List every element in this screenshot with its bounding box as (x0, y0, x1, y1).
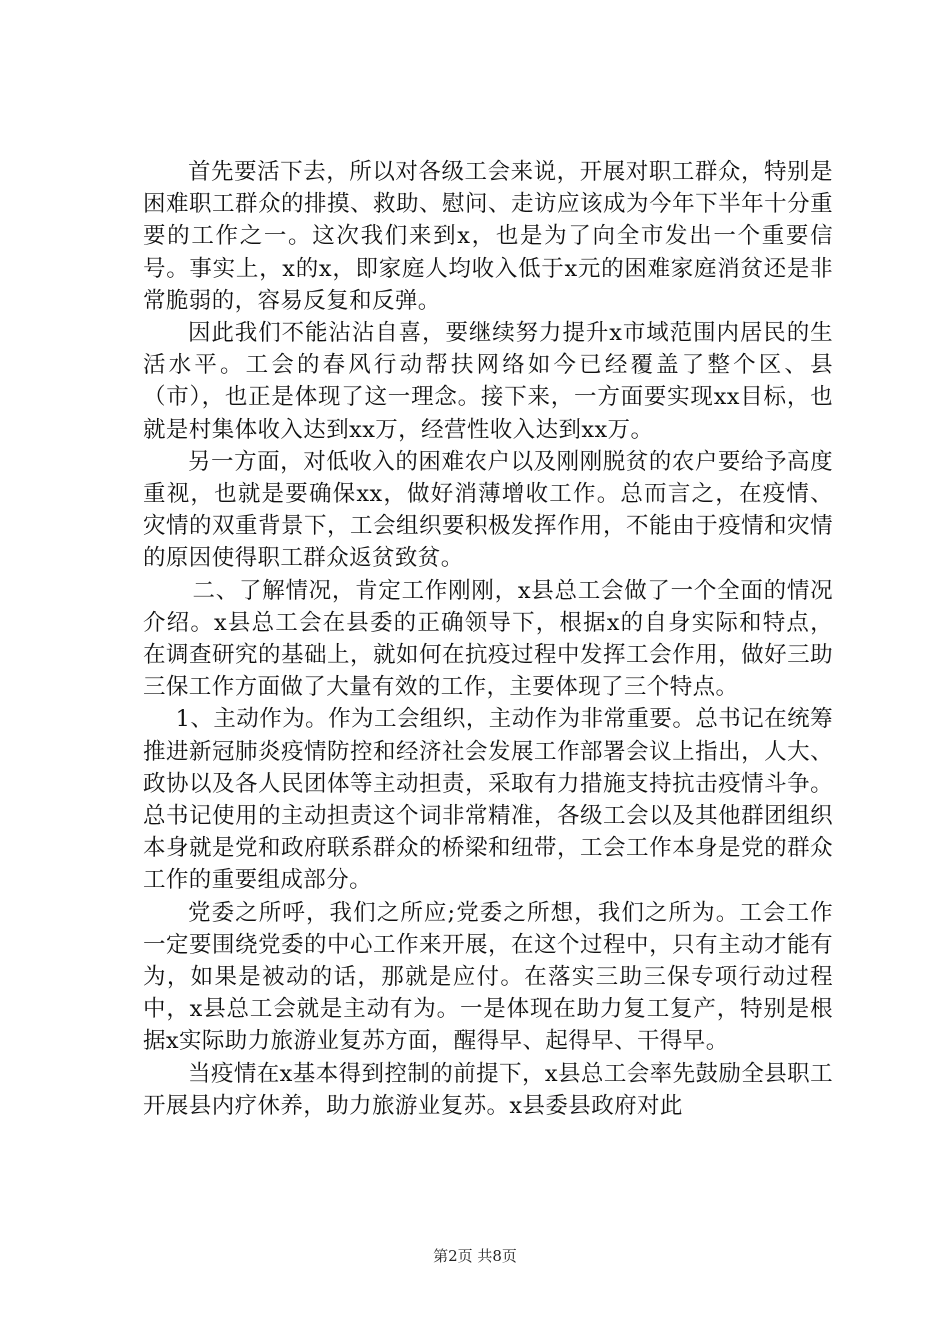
page-footer (0, 1246, 950, 1266)
paragraph-1: 首先要活下去，所以对各级工会来说，开展对职工群众，特别是困难职工群众的排摸、救助、慰问、走访应该成为今年下半年十分重要的工作之一。这次我们来到x，也是为了向全市发出一个重要信号。事实上，x的x，即家庭人均收入低于x元的困难家庭消贫还是非常脆弱的，容易反复和反弹。 (143, 159, 833, 314)
paragraph-7: 当疫情在x基本得到控制的前提下，x县总工会率先鼓励全县职工开展县内疗休养，助力旅游业复苏。x县委县政府对此 (143, 1060, 833, 1119)
paragraph-3: 另一方面，对低收入的困难农户以及刚刚脱贫的农户要给予高度重视，也就是要确保xx，做好消薄增收工作。总而言之，在疫情、灾情的双重背景下，工会组织要积极发挥作用，不能由于疫情和灾情的原因使得职工群众返贫致贫。 (143, 448, 833, 572)
paragraph-5: 1、主动作为。作为工会组织，主动作为非常重要。总书记在统筹推进新冠肺炎疫情防控和经济社会发展工作部署会议上指出，人大、政协以及各人民团体等主动担责，采取有力措施支持抗击疫情斗争。总书记使用的主动担责这个词非常精准，各级工会以及其他群团组织本身就是党和政府联系群众的桥梁和纽带，工会工作本身是党的群众工作的重要组成部分。 (143, 706, 833, 894)
paragraph-4: 二、了解情况，肯定工作刚刚，x县总工会做了一个全面的情况介绍。x县总工会在县委的正确领导下，根据x的自身实际和特点，在调查研究的基础上，就如何在抗疫过程中发挥工会作用，做好三助三保工作方面做了大量有效的工作，主要体现了三个特点。 (143, 577, 833, 701)
paragraph-2: 因此我们不能沾沾自喜，要继续努力提升x市域范围内居民的生活水平。工会的春风行动帮扶网络如今已经覆盖了整个区、县（市），也正是体现了这一理念。接下来，一方面要实现xx目标，也就是村集体收入达到xx万，经营性收入达到xx万。 (143, 320, 833, 443)
document-body (143, 156, 833, 1122)
paragraph-6: 党委之所呼，我们之所应;党委之所想，我们之所为。工会工作一定要围绕党委的中心工作来开展，在这个过程中，只有主动才能有为，如果是被动的话，那就是应付。在落实三助三保专项行动过程中，x县总工会就是主动有为。一是体现在助力复工复产，特别是根据x实际助力旅游业复苏方面，醒得早、起得早、干得早。 (143, 899, 833, 1055)
page-number-label: 第2页 共8页 (433, 1247, 517, 1265)
